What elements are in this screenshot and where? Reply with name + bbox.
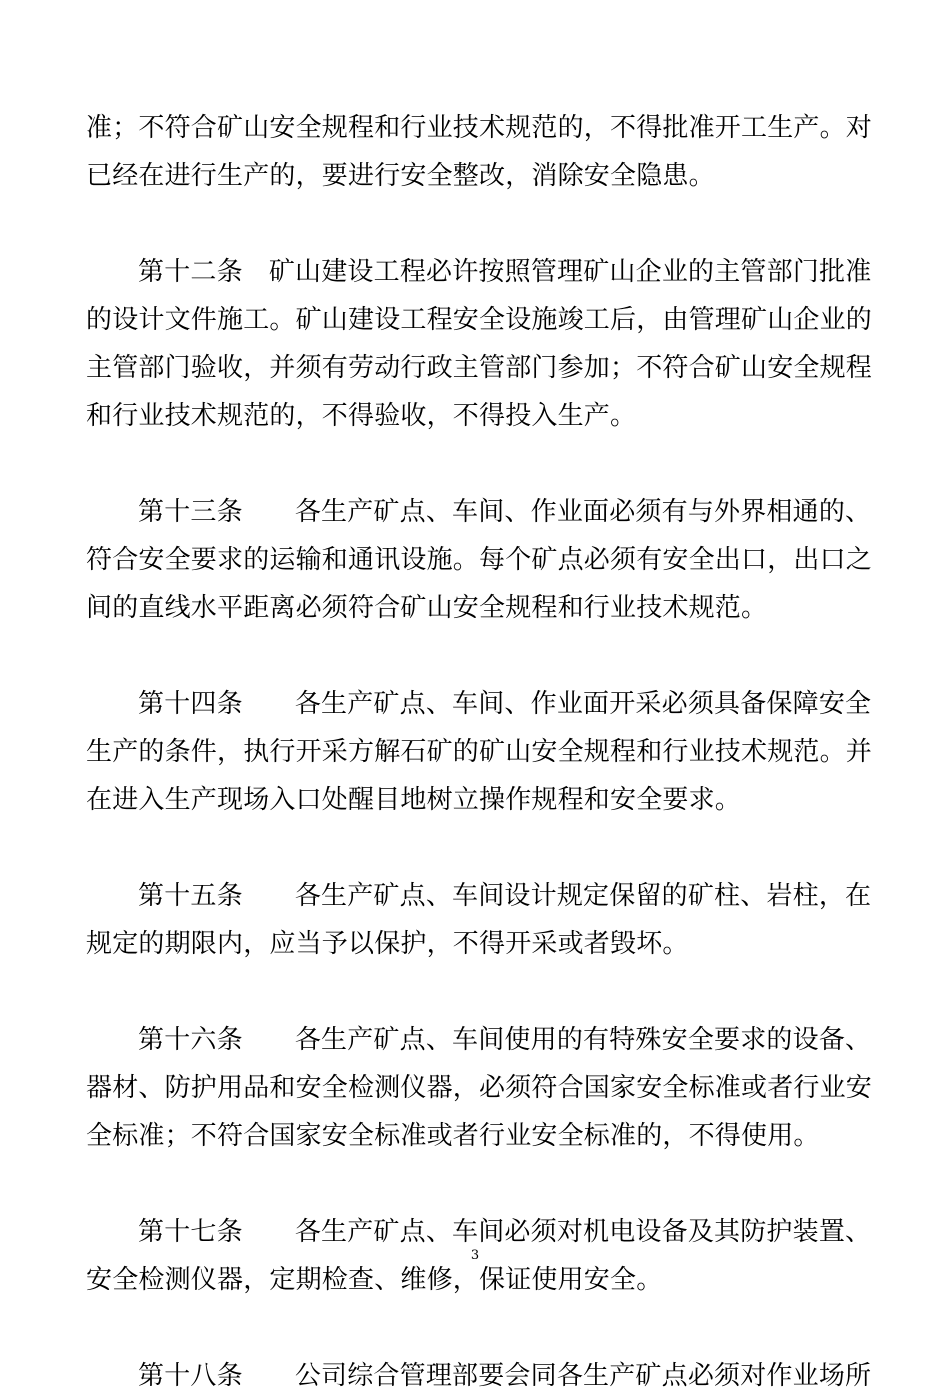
article-first-line — [86, 248, 872, 296]
article-first-line — [86, 872, 872, 920]
article-first-line — [86, 1352, 872, 1400]
article-first-line — [86, 488, 872, 536]
article-16 — [86, 1016, 873, 1160]
article-text: 各生产矿点、车间必须对机电设备及其防护装置、 — [294, 1217, 872, 1247]
article-13 — [86, 488, 873, 632]
article-number: 第十五条 — [138, 881, 243, 911]
article-text: 各生产矿点、车间使用的有特殊安全要求的设备、 — [294, 1025, 872, 1055]
article-first-line — [86, 1016, 872, 1064]
page-number: 3 — [470, 1248, 480, 1263]
text-line: 间的直线水平距离必须符合矿山安全规程和行业技术规范。 — [86, 593, 768, 623]
article-text: 各生产矿点、车间、作业面开采必须具备保障安全 — [294, 689, 872, 719]
text-line: 生产的条件，执行开采方解石矿的矿山安全规程和行业技术规范。并 — [86, 737, 873, 767]
article-first-line — [86, 680, 872, 728]
article-18 — [86, 1352, 872, 1400]
article-text: 各生产矿点、车间、作业面必须有与外界相通的、 — [294, 497, 872, 527]
text-line: 规定的期限内，应当予以保护，不得开采或者毁坏。 — [86, 929, 689, 959]
article-number: 第十六条 — [138, 1025, 243, 1055]
article-15 — [86, 872, 872, 968]
article-number: 第十八条 — [138, 1361, 243, 1391]
text-line: 器材、防护用品和安全检测仪器，必须符合国家安全标准或者行业安 — [86, 1073, 873, 1103]
article-14 — [86, 680, 873, 824]
continuation-paragraph — [86, 104, 873, 200]
article-text: 各生产矿点、车间设计规定保留的矿柱、岩柱，在 — [294, 881, 872, 911]
text-line: 全标准；不符合国家安全标准或者行业安全标准的，不得使用。 — [86, 1121, 820, 1151]
article-number: 第十四条 — [138, 689, 243, 719]
text-line: 安全检测仪器，定期检查、维修，保证使用安全。 — [86, 1265, 663, 1295]
text-line: 符合安全要求的运输和通讯设施。每个矿点必须有安全出口，出口之 — [86, 545, 873, 575]
text-line: 和行业技术规范的，不得验收，不得投入生产。 — [86, 401, 637, 431]
text-line: 已经在进行生产的，要进行安全整改，消除安全隐患。 — [86, 161, 715, 191]
article-text: 公司综合管理部要会同各生产矿点必须对作业场所 — [294, 1361, 872, 1391]
document-body — [86, 104, 873, 1400]
text-line: 主管部门验收，并须有劳动行政主管部门参加；不符合矿山安全规程 — [86, 353, 873, 383]
text-line: 的设计文件施工。矿山建设工程安全设施竣工后，由管理矿山企业的 — [86, 305, 873, 335]
article-text: 矿山建设工程必许按照管理矿山企业的主管部门批准 — [268, 257, 872, 287]
text-line: 在进入生产现场入口处醒目地树立操作规程和安全要求。 — [86, 785, 742, 815]
text-line: 准；不符合矿山安全规程和行业技术规范的，不得批准开工生产。对 — [86, 113, 873, 143]
article-number: 第十七条 — [138, 1217, 243, 1247]
article-number: 第十二条 — [138, 257, 243, 287]
article-number: 第十三条 — [138, 497, 243, 527]
article-12 — [86, 248, 873, 440]
